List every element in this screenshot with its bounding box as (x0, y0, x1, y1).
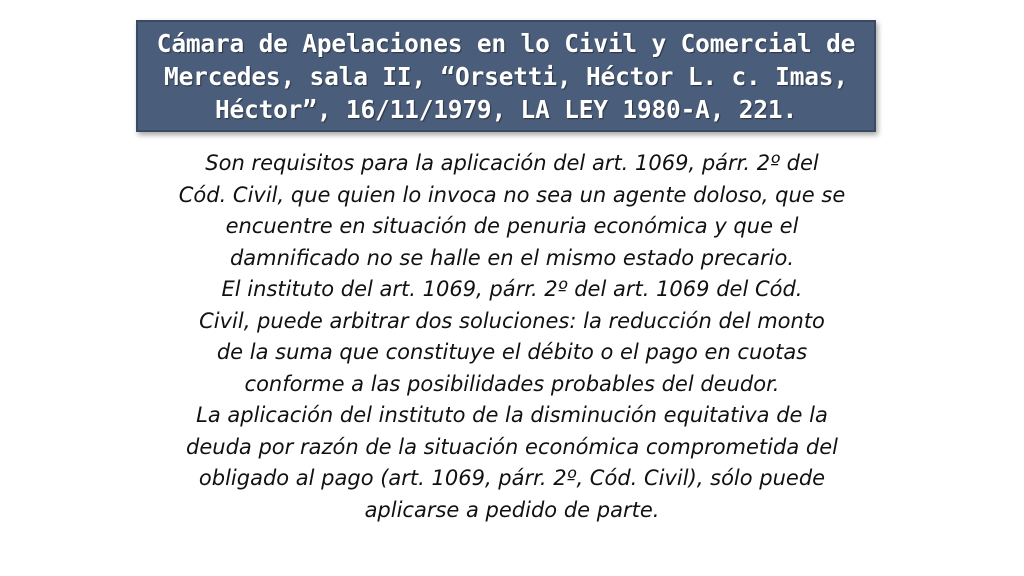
paragraph-solutions (120, 274, 904, 400)
paragraph-line: Cód. Civil, que quien lo invoca no sea un agente doloso, que se (178, 182, 846, 207)
case-citation-title (157, 27, 855, 126)
paragraph-line: El instituto del art. 1069, párr. 2º del art. 1069 del Cód. (221, 277, 803, 301)
paragraph-line: aplicarse a pedido de parte. (364, 497, 660, 522)
paragraph-line: conforme a las posibilidades probables del deudor. (244, 371, 780, 396)
paragraph-line: de la suma que constituye el débito o el pago en cuotas (216, 340, 808, 364)
paragraph-requirements (120, 148, 904, 274)
paragraph-line: obligado al pago (art. 1069, párr. 2º, Cód. Civil), sólo puede (198, 466, 826, 490)
title-line-1: Cámara de Apelaciones en lo Civil y Comercial de (156, 28, 856, 58)
paragraph-line: deuda por razón de la situación económica comprometida del (186, 434, 838, 459)
paragraph-line: Civil, puede arbitrar dos soluciones: la reducción del monto (199, 308, 825, 333)
paragraph-line: Son requisitos para la aplicación del art. 1069, párr. 2º del (205, 151, 819, 175)
paragraph-line: encuentre en situación de penuria económica y que el (225, 214, 799, 238)
title-line-3: Héctor”, 16/11/1979, LA LEY 1980-A, 221. (214, 94, 797, 124)
paragraph-line: damnificado no se halle en el mismo estado precario. (229, 245, 795, 270)
title-line-2: Mercedes, sala II, “Orsetti, Héctor L. c. Imas, (164, 61, 848, 91)
title-banner (136, 20, 876, 132)
paragraph-line: La aplicación del instituto de la disminución equitativa de la (196, 403, 828, 427)
ruling-summary (120, 148, 904, 526)
paragraph-application (120, 400, 904, 526)
